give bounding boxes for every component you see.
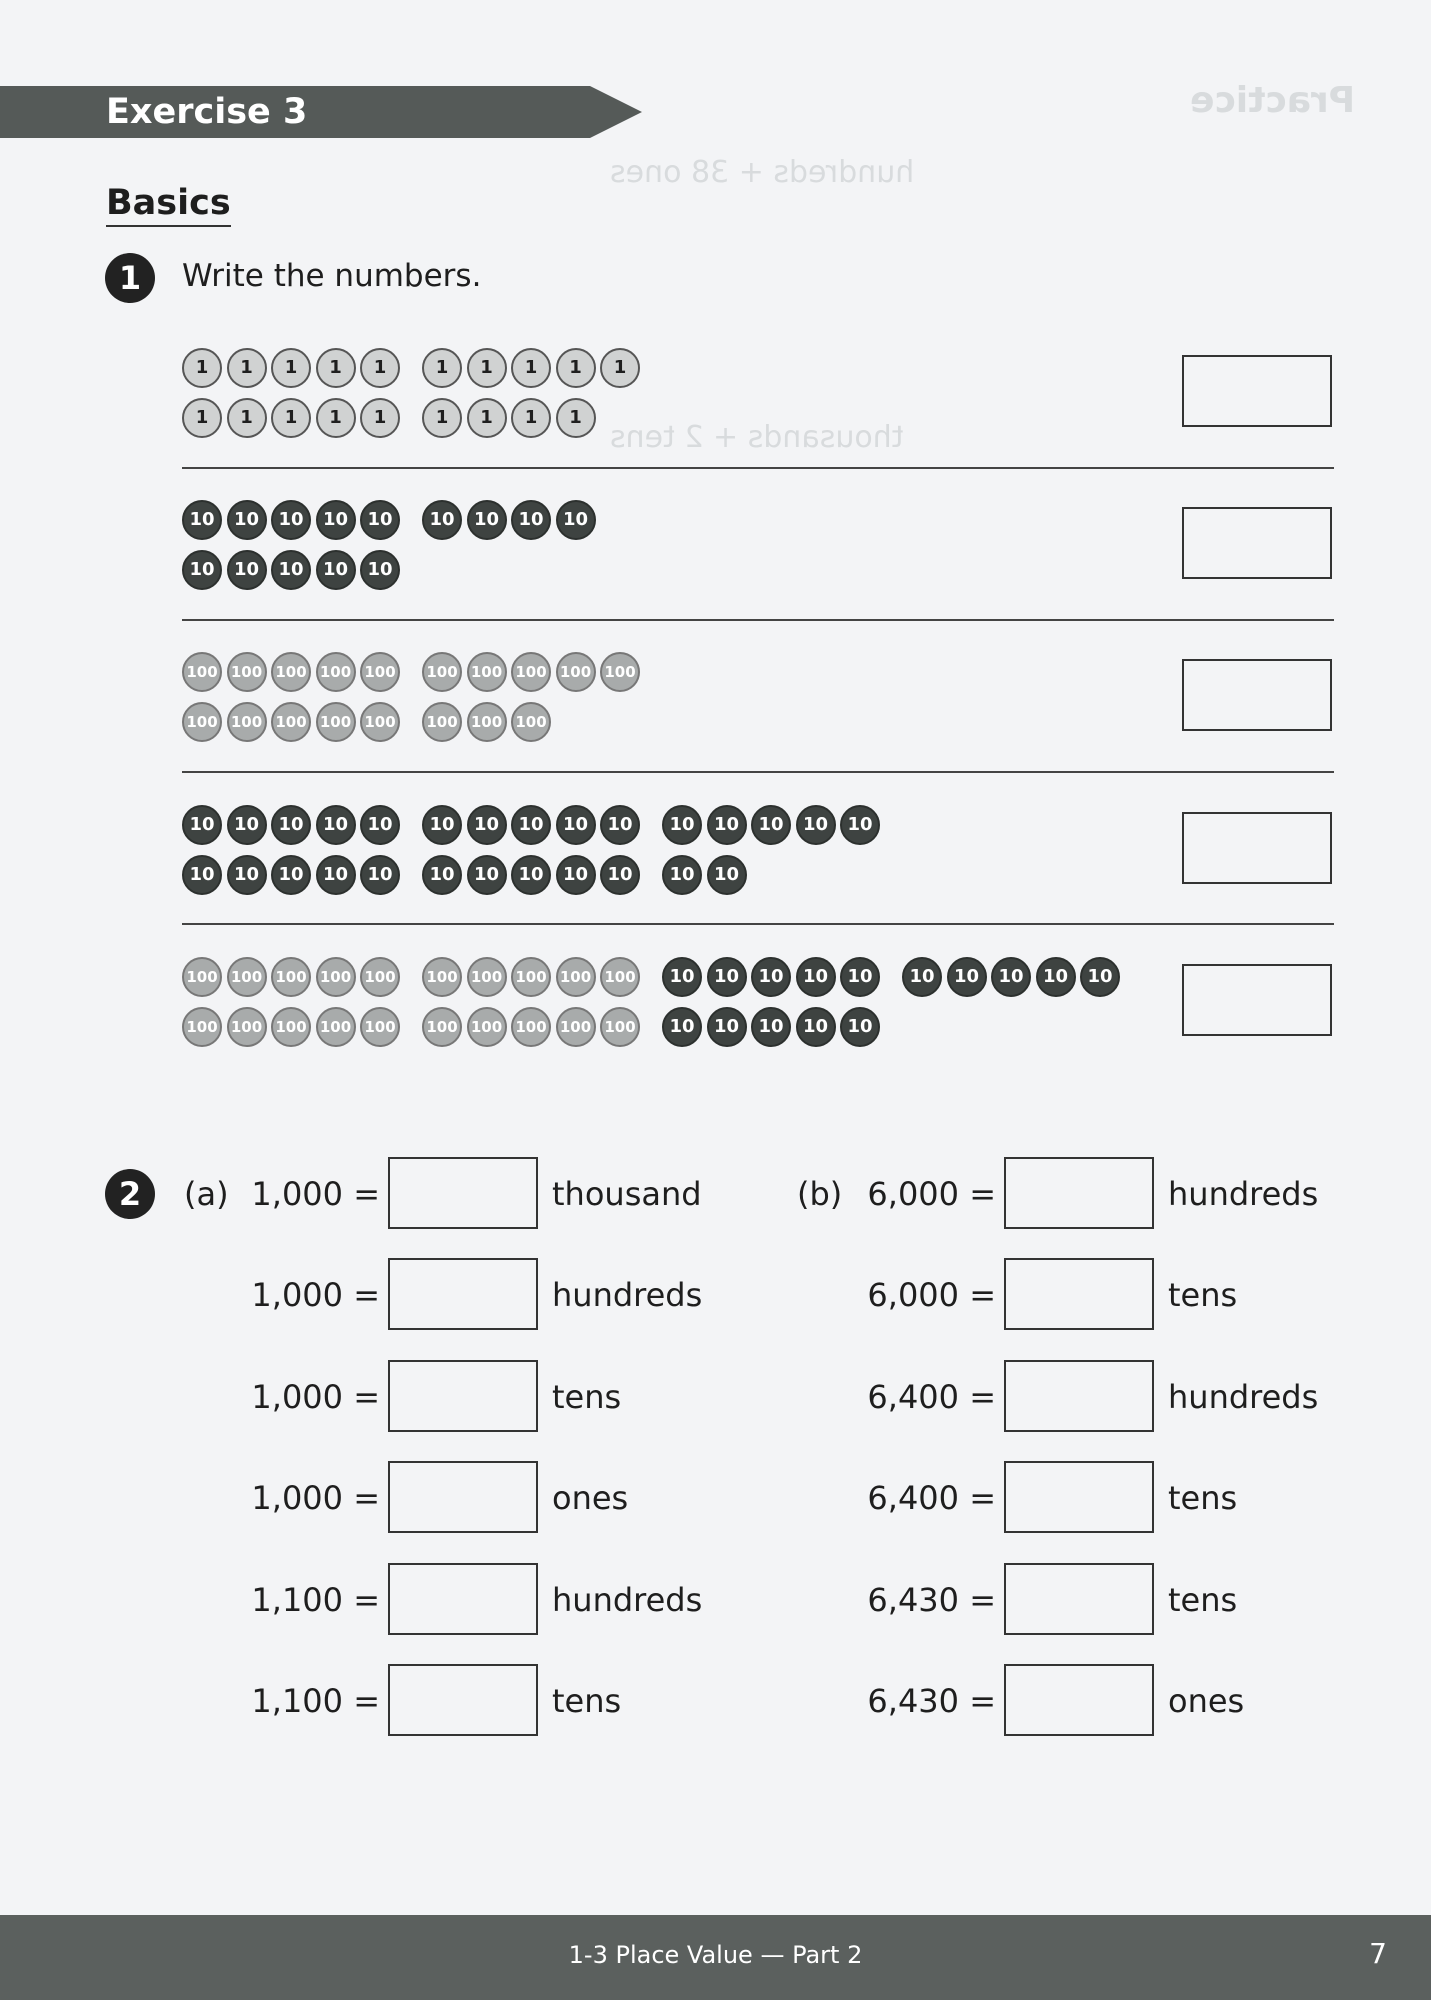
place-value-disc-10: 10 [227,550,267,590]
question-1-instruction: Write the numbers. [182,258,482,294]
place-value-disc-100: 100 [227,1007,267,1047]
place-value-disc-100: 100 [316,957,356,997]
place-value-disc-100: 100 [271,702,311,742]
equation-unit: tens [552,1378,622,1416]
q2-answer-box[interactable] [388,1461,538,1533]
place-value-disc-100: 100 [182,702,222,742]
page-number: 7 [1369,1937,1387,1970]
place-value-disc-100: 100 [600,652,640,692]
place-value-disc-100: 100 [227,702,267,742]
place-value-disc-100: 100 [467,652,507,692]
place-value-disc-10: 10 [316,855,356,895]
place-value-disc-10: 10 [227,500,267,540]
section-title: Basics [106,183,231,227]
place-value-disc-10: 10 [840,1007,880,1047]
q2-answer-box[interactable] [1004,1461,1154,1533]
place-value-disc-1: 1 [227,348,267,388]
q2-answer-box[interactable] [388,1360,538,1432]
equation-left: 6,430 = [867,1581,996,1619]
place-value-disc-10: 10 [707,1007,747,1047]
place-value-disc-1: 1 [271,348,311,388]
q2-answer-box[interactable] [1004,1258,1154,1330]
place-value-disc-100: 100 [467,702,507,742]
place-value-disc-100: 100 [316,1007,356,1047]
place-value-disc-1: 1 [182,398,222,438]
equation-unit: hundreds [552,1276,703,1314]
place-value-disc-10: 10 [182,805,222,845]
place-value-disc-1: 1 [316,348,356,388]
q2-answer-box[interactable] [388,1563,538,1635]
place-value-disc-10: 10 [271,805,311,845]
place-value-disc-100: 100 [600,1007,640,1047]
place-value-disc-1: 1 [227,398,267,438]
place-value-disc-100: 100 [360,652,400,692]
place-value-disc-10: 10 [947,957,987,997]
footer-chapter-title: 1-3 Place Value — Part 2 [568,1941,863,1969]
place-value-disc-10: 10 [182,855,222,895]
place-value-disc-10: 10 [840,805,880,845]
place-value-disc-10: 10 [511,500,551,540]
equation-unit: ones [552,1479,629,1517]
place-value-disc-100: 100 [316,652,356,692]
place-value-disc-10: 10 [422,500,462,540]
place-value-disc-10: 10 [751,805,791,845]
place-value-disc-100: 100 [422,702,462,742]
equation-left: 1,000 = [251,1479,380,1517]
equation-left: 6,400 = [867,1479,996,1517]
place-value-disc-1: 1 [600,348,640,388]
q2-answer-box[interactable] [1004,1360,1154,1432]
place-value-disc-100: 100 [182,652,222,692]
place-value-disc-10: 10 [511,805,551,845]
place-value-disc-10: 10 [467,855,507,895]
place-value-disc-10: 10 [751,957,791,997]
place-value-disc-100: 100 [511,957,551,997]
equation-left: 1,100 = [251,1581,380,1619]
place-value-disc-100: 100 [556,957,596,997]
place-value-disc-10: 10 [511,855,551,895]
place-value-disc-1: 1 [422,348,462,388]
place-value-disc-10: 10 [707,805,747,845]
place-value-disc-1: 1 [467,398,507,438]
place-value-disc-10: 10 [360,550,400,590]
equation-unit: hundreds [1168,1378,1319,1416]
row-divider [182,619,1334,621]
place-value-disc-10: 10 [467,500,507,540]
equation-left: 6,000 = [867,1276,996,1314]
place-value-disc-10: 10 [662,1007,702,1047]
place-value-disc-10: 10 [271,550,311,590]
place-value-disc-100: 100 [467,1007,507,1047]
place-value-disc-1: 1 [511,348,551,388]
place-value-disc-10: 10 [182,500,222,540]
place-value-disc-10: 10 [600,805,640,845]
place-value-disc-100: 100 [182,1007,222,1047]
place-value-disc-10: 10 [556,500,596,540]
exercise-banner [0,86,590,138]
equation-unit: hundreds [1168,1175,1319,1213]
place-value-disc-100: 100 [467,957,507,997]
place-value-disc-100: 100 [511,652,551,692]
place-value-disc-10: 10 [556,855,596,895]
part-a-label: (a) [184,1175,229,1213]
place-value-disc-100: 100 [600,957,640,997]
place-value-disc-10: 10 [360,500,400,540]
place-value-disc-1: 1 [511,398,551,438]
place-value-disc-1: 1 [271,398,311,438]
place-value-disc-10: 10 [662,957,702,997]
equation-left: 6,000 = [867,1175,996,1213]
place-value-disc-10: 10 [707,957,747,997]
banner-pencil-tip [590,86,642,138]
equation-unit: tens [1168,1479,1238,1517]
equation-left: 1,000 = [251,1378,380,1416]
place-value-disc-100: 100 [360,957,400,997]
place-value-disc-10: 10 [360,805,400,845]
equation-left: 1,000 = [251,1175,380,1213]
equation-unit: tens [1168,1581,1238,1619]
equation-unit: tens [552,1682,622,1720]
place-value-disc-10: 10 [227,805,267,845]
place-value-disc-10: 10 [1080,957,1120,997]
place-value-disc-1: 1 [467,348,507,388]
place-value-disc-10: 10 [316,500,356,540]
question-2-number: 2 [105,1169,155,1219]
row-divider [182,771,1334,773]
place-value-disc-100: 100 [271,652,311,692]
equation-unit: ones [1168,1682,1245,1720]
place-value-disc-100: 100 [511,702,551,742]
place-value-disc-100: 100 [271,957,311,997]
part-b-label: (b) [797,1175,843,1213]
q1-answer-box[interactable] [1182,659,1332,731]
q1-answer-box[interactable] [1182,507,1332,579]
place-value-disc-10: 10 [796,1007,836,1047]
row-divider [182,923,1334,925]
place-value-disc-1: 1 [182,348,222,388]
place-value-disc-100: 100 [511,1007,551,1047]
q1-answer-box[interactable] [1182,964,1332,1036]
q2-answer-box[interactable] [388,1157,538,1229]
place-value-disc-1: 1 [360,398,400,438]
place-value-disc-10: 10 [796,957,836,997]
place-value-disc-1: 1 [316,398,356,438]
place-value-disc-100: 100 [182,957,222,997]
q2-answer-box[interactable] [1004,1664,1154,1736]
place-value-disc-1: 1 [556,348,596,388]
place-value-disc-10: 10 [796,805,836,845]
place-value-disc-10: 10 [662,805,702,845]
place-value-disc-10: 10 [556,805,596,845]
exercise-title: Exercise 3 [106,92,308,132]
q2-answer-box[interactable] [1004,1157,1154,1229]
place-value-disc-1: 1 [422,398,462,438]
place-value-disc-10: 10 [600,855,640,895]
place-value-disc-10: 10 [227,855,267,895]
q1-answer-box[interactable] [1182,355,1332,427]
row-divider [182,467,1334,469]
place-value-disc-10: 10 [840,957,880,997]
place-value-disc-10: 10 [316,805,356,845]
place-value-disc-10: 10 [1036,957,1076,997]
place-value-disc-100: 100 [556,1007,596,1047]
place-value-disc-100: 100 [556,652,596,692]
q2-answer-box[interactable] [1004,1563,1154,1635]
q1-answer-box[interactable] [1182,812,1332,884]
place-value-disc-100: 100 [422,957,462,997]
equation-unit: thousand [552,1175,702,1213]
equation-left: 1,000 = [251,1276,380,1314]
equation-unit: tens [1168,1276,1238,1314]
q2-answer-box[interactable] [388,1258,538,1330]
place-value-disc-10: 10 [751,1007,791,1047]
place-value-disc-10: 10 [422,855,462,895]
place-value-disc-100: 100 [316,702,356,742]
place-value-disc-100: 100 [422,1007,462,1047]
page-footer [0,1915,1431,2000]
place-value-disc-10: 10 [422,805,462,845]
place-value-disc-10: 10 [182,550,222,590]
place-value-disc-10: 10 [467,805,507,845]
place-value-disc-100: 100 [271,1007,311,1047]
place-value-disc-10: 10 [991,957,1031,997]
place-value-disc-100: 100 [227,652,267,692]
place-value-disc-10: 10 [707,855,747,895]
place-value-disc-1: 1 [556,398,596,438]
place-value-disc-10: 10 [271,855,311,895]
place-value-disc-10: 10 [271,500,311,540]
equation-left: 1,100 = [251,1682,380,1720]
q2-answer-box[interactable] [388,1664,538,1736]
place-value-disc-10: 10 [316,550,356,590]
equation-left: 6,430 = [867,1682,996,1720]
question-1-number: 1 [105,253,155,303]
place-value-disc-100: 100 [227,957,267,997]
place-value-disc-100: 100 [360,702,400,742]
place-value-disc-1: 1 [360,348,400,388]
place-value-disc-100: 100 [360,1007,400,1047]
equation-left: 6,400 = [867,1378,996,1416]
place-value-disc-100: 100 [422,652,462,692]
place-value-disc-10: 10 [902,957,942,997]
place-value-disc-10: 10 [662,855,702,895]
place-value-disc-10: 10 [360,855,400,895]
equation-unit: hundreds [552,1581,703,1619]
